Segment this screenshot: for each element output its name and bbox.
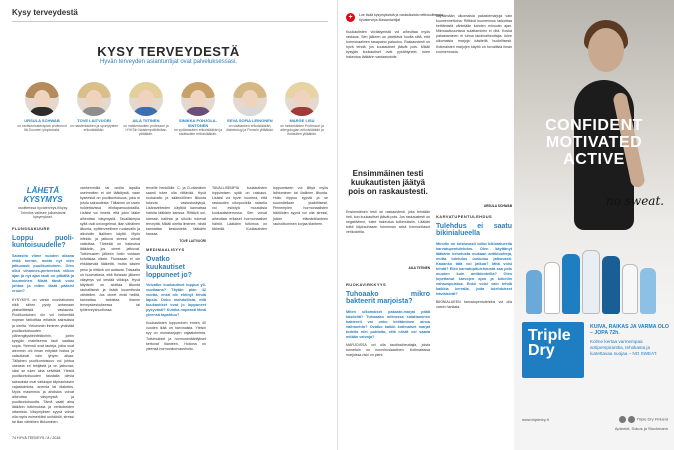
q4-lead: Minulle on toistuvasti tullut bikinialueella karvatupentulehdus. Olen käyttänyt lääkärin kehotusta mukaan antibiootteja, mutta tulehdus uusiutuu jatkuvasti. Kauanko tätä voi jatkua? Mitä voisi tehdä? Eikö karvatupitulehdusta saa pois muuten kuin antibiooteilla? Olen lopettanut karvojen ajon ja kokeilin vahauspoistoa. Enkö voisi vain tehdä kaikkia kerralla, jotta tulehdukset häviäisivät? xyxy=(436,242,512,297)
right-column-2-top: käyttämään ulkomaisia pakastemarjoja vain kuumennettuina. Riittävä kuumennus tarkoittaa keittämistä vähintään kahden minuutin ajan. Mikroaaltouunissa sulattaminen ei riitä. Koska pakastaminen ei tuhoa taudinaiheuttajia, tulee ulkomaisia marjoja käsitellä huolellisesti. Kotimaisten marjojen käyttö on turvallista ilman kuumennusta. xyxy=(436,14,512,54)
expert-card xyxy=(224,82,276,132)
brand-logo-line: Dry xyxy=(528,342,555,360)
ad-tagline: no sweat. xyxy=(606,194,665,208)
q2-lead: Voivatko kuukautiset loppua yli-vuotiaana? Täytän pian 42 vuotta, enkä ole ehtinyt tehdä lapsia. Onko mahdollista, että kuukautiset ovat jo loppuneet pysyvästi? Kuinka nopeasti tämä yleensä tapahtuu? xyxy=(146,283,206,318)
section-label: Kysy terveydestä xyxy=(12,8,78,17)
product-bottle xyxy=(640,268,656,314)
page-title: KYSY TERVEYDESTÄ xyxy=(97,44,240,59)
q4-kicker: KARVATUPENTULEHDUS xyxy=(436,214,493,219)
col3-text: tervelle henkilölle. C- ja D-vitamiinin saanti tulee olla riittävää. Hyvä ruokavalio ja säännöllinen liikunta tukevat vastustuskykyä. Lisäravinteiden käyttöä kannattaa harkita lääkärin kanssa. Riittävä uni, stressin hallinta ja ulkoilu tukevat terveyttä. Mikäli oireita ilmenee, niistä kannattaa keskustella lääkärin kanssa. xyxy=(146,186,206,236)
q1-body: KYSYMYS on varsin monitahoinen eikä siihen pysty antamaan yksiselitteistä vastausta. Puolikuntoinen olo voi heikentää nopean tarkoittaa erilaista sairauksia ja oireita. Yleisimmin ihminen yhdistää puolikuntoisuuden ylähengitystieinfektioihin, joihin kysyjän mainitsema tauti saattaa sopia. Yleensä ovat tauteja, jotka ovat aiemmin ohi ilman erityistä hoitoa ja vaikuttavat vain lyhyen aikaa. Tällainen puolikuntoisuus voi johtua useasta eri tekijästä ja on jatkuvaa, siksi se tulee aina selvittää. Yleisiä puolikuntoisuuden taustalla olevia sairauksia ovat vaikkapa kilpirauhasen vajaatoiminta, anemia tai diabetes. Myös masennus ja ahdistus voivat aiheuttaa väsymystä ja puolikuntoisuutta. Tämä vaatii aina lääkärin tutkimuksia ja verikokeiden ottamista. Väsymyksen syynä voivat olla myös esimerkiksi unihäiriöt, stressi tai liian vähäinen liikkuminen. xyxy=(12,298,74,425)
product-lineup xyxy=(526,244,666,314)
q4-title: Tulehdus ei saatu bikinialueella xyxy=(436,222,512,238)
expert-photo xyxy=(233,82,267,116)
column-2: vanhemmilla tai omilla lapsilla useimmiten ei ole lääkitystä, vaan kyseessä on puolikuntoisuus, joka ei johdu sairaudesta. Tällainen on usein hoidettavissa elintapamuutoksilla. Lisäksi voi ilmetä, että jokin lääke aiheuttaa väsymystä. Tavallisimpia syitä ovat uniongelmat, liian vähäinen liikunta, epäterveellinen ruokavalio ja alkoholin liiallinen käyttö. Myös infektio ja jatkuva stressi voivat vaikuttaa. Tärkeää on hakeutua lääkäriin, jos oireet jatkuvat. Tutkimusten jälkeen hoito voidaan kohdistaa oikein. Flunssaan ei ole ehkäisevää lääkettä, mutta käsien pesu ja riittävä uni auttavat. Toisaalta on huomattava, että flunssan jälkeen väsymys voi kestää viikkoja. Hyvä käytäntö on aloittaa liikunta rauhallisesti ja lisätä kuormitusta vähitellen. Jos oireet eivät hellitä, kannattaa tarkistaa tilanne terveyskeskuksessa tai työterveyshuollossa. xyxy=(80,186,140,313)
expert-role: on sydäntautien erikoislääkäri ja sisätautien erikoislääkäri. xyxy=(173,128,223,137)
q3-block xyxy=(346,282,430,432)
ask-title: LÄHETÄ KYSYMYS xyxy=(23,186,63,204)
column-4: TAVALLISEMPIA kuukautisten loppumisen syitä on raskaus. Lisäksi voi hyvin nuorena, että raskauden ulkopuolella naisella voi esiintyä muutoksia kuukautiskierrossa. Sen voivat aiheuttaa erilaiset hormonaaliset häiriöt. Lääkärin tutkimus on tärkeää. Kuukautisten loppumiseen voi liittyä myös laihtuminen tai liiallinen liikunta. Hoito riippuu syystä ja se suunnitellaan yksilöllisesti. Pienempien hormonaalisten häiriöiden syynä voi olla stressi, jolloin elämäntilanteen rauhoittuminen korjaa tilanteen. xyxy=(212,186,328,231)
facebook-icon xyxy=(619,416,626,423)
expert-photo xyxy=(129,82,163,116)
q3-title: Tuhoaako mikro bakteerit marjoista? xyxy=(346,290,430,306)
ask-text: osoitteessa hyvaterveys.fi/kysy. Toimitus valitsee julkaistavat kysymykset. xyxy=(17,206,69,220)
expert-name: EEVA SOFIA LEINONEN xyxy=(227,118,273,123)
expert-photo xyxy=(285,82,319,116)
ad-copy-head: KUIVA, RAIKAS JA VARMA OLO – JOPA 72h. xyxy=(590,324,669,337)
q2-body: Kuukautisten loppuminen ennen 40 vuoden ikää on harvinaista. Yleisin syy on munasarjojen vajaatoiminta. Tutkimukset ja hormonimääritykset kertovat tilanteen. Hoitona on yleensä hormonikorvaushoito. xyxy=(146,321,206,351)
expert-name: SINIKKA POHJOLA-SINTONEN xyxy=(178,118,218,128)
expert-photo xyxy=(77,82,111,116)
q3-kicker: RUOKAVIRKKYYS xyxy=(346,282,387,287)
triple-dry-ad xyxy=(514,0,674,450)
q2-title: Ovatko kuukautiset loppuneet jo? xyxy=(146,256,192,279)
expert-role: on naistentautien professori ja HYKSin Naistenpoliklinikan ylilääkäri. xyxy=(123,123,169,137)
plus-icon: + xyxy=(346,13,355,22)
expert-card xyxy=(16,82,68,132)
column-1 xyxy=(12,226,74,431)
brand-logo-line: Triple xyxy=(528,327,571,344)
ask-question-box xyxy=(12,186,74,220)
expert-card xyxy=(120,82,172,136)
product-bottle xyxy=(562,254,580,314)
q3-body: MARJOISSA voi olla taudinaiheuttajia, joista tunnetuin on noroviruslaadinen. Kotimaisissa marjoissa riski on pieni. xyxy=(346,343,430,358)
q1-lead: Sairastin viime vuoden aikana ehkä kerran, mutta nyt olen jatkuvasti puolikuntoinen. Olen ollut vihannes-perheessä viikon ajan ja nyt ajan tauti on pitkällä ja kuumeinen. Mistä tämä voisi johtua ja miten tästä pääsisi eroon? xyxy=(12,254,74,294)
expert-name: URSULA SCHWAB xyxy=(24,118,60,123)
ad-retailers: Apteekit, Sokos ja Stockmann xyxy=(614,426,668,431)
expert-name: MARGE LISU xyxy=(289,118,315,123)
readmore-note: Lue lisää kysymyksistä ja vastauksista nettiosoitteesta hyvaterveys.fi/asiantuntijat xyxy=(359,13,444,22)
q1-kicker: FLUNSSAKUURE xyxy=(12,226,50,231)
q4-body: BIKINIALUEEN karvatupentulehdus voi olla varsin hankala. xyxy=(436,300,512,310)
ad-headline-line: ACTIVE xyxy=(563,150,625,168)
expert-name: TOVE LAITVUORI xyxy=(77,118,111,123)
expert-card xyxy=(172,82,224,137)
right-column-1-bottom: Ensimmäinen testi on raskaustesti, joka tehdään heti, kun kuukautiset jäävät pois. Jos raskaustesti on negatiivinen, tulee hakeutua tutkimuksiin. Lääkäri tutkii kilpirauhasen toiminnan sekä hormonitasot verikokeilla. xyxy=(346,210,430,235)
expert-card xyxy=(68,82,120,132)
expert-role: on hetoinkäiden Professori ja allergologian erikoislääkäri ja ihotautien ylilääkäri. xyxy=(280,123,324,137)
ad-social-label: Triple Dry Finland xyxy=(636,416,668,422)
expert-role: on naistentautien ja synnytysten erikoislääkäri. xyxy=(69,123,119,132)
expert-photo xyxy=(25,82,59,116)
runner-head xyxy=(588,28,624,72)
product-bottle xyxy=(526,270,542,314)
product-bottle xyxy=(582,250,600,314)
brand-logo xyxy=(522,322,584,378)
instagram-icon xyxy=(628,416,635,423)
ad-copy xyxy=(590,324,670,357)
page-number: 74 xyxy=(12,436,16,440)
ad-copy-sub: Kolme kertaa varmempaa antiperspiranttia, tehokasta ja luotettavaa suojaa – NO SWEAT. xyxy=(590,339,658,356)
expert-role: on sisätautien erikoislääkäri, diabetologi ja Finnwin ylilääkäri. xyxy=(226,123,274,132)
header-rule xyxy=(12,21,328,22)
ad-headline-line: CONFIDENT xyxy=(545,117,643,134)
right-column-1-top: Kuukautisten viivästymistä voi aiheuttaa myös raskaus. Sen jälkeen on pidettävä huolta siitä, että hormonaalinen tasapaino palautuu. Raskaustesti on hyvä tehdä, jos kuukautiset jäävät pois. Mikäli kysyjän kuukautiset ovat pysähtyneet, tulee hakeutua lääkärin vastaanotolle. xyxy=(346,30,430,60)
ad-headline-line: MOTIVATED xyxy=(545,133,643,151)
product-bottle xyxy=(622,264,638,314)
page-subtitle: Hyvän terveyden asiantuntijat ovat palveluksessasi. xyxy=(99,59,238,65)
q3-lead: Miten ulkomaiset pakaste-marjat pitää käsitellä? Tuhoaako mikrossa sulattaminen bakteerit vai onko keittäminen ainoa vaihtoehto? Ovatko kaikki kotimaiset marjat todella niin puhtaita, että niistä voi saada mitään vaivoja? xyxy=(346,310,430,340)
q4-block xyxy=(436,214,512,432)
product-bottle xyxy=(602,256,620,314)
q2-kicker: MEDIMAALISYYS xyxy=(146,247,185,253)
col2-signature: URSULA SCHWAB xyxy=(483,204,512,208)
column-3 xyxy=(146,186,206,432)
page-footer xyxy=(12,436,60,440)
ad-social xyxy=(619,416,668,423)
pull-quote: Ensimmäinen testi kuukautisten jäätyä pois on raskaustesti. xyxy=(348,169,428,196)
footer-text: HYVÄ TERVEYS / 8 / 2018 xyxy=(17,436,61,440)
product-bottle xyxy=(544,262,560,314)
ad-footer xyxy=(522,416,668,431)
col1-signature: AILA TIITINEN xyxy=(408,266,430,270)
col3-signature: TOVE LAITVUORI xyxy=(179,238,206,243)
expert-name: AILA TIITINEN xyxy=(132,118,160,123)
q1-title: Loppu puoli-kuntoisuudelle? xyxy=(12,234,74,250)
expert-card xyxy=(276,82,328,136)
expert-photo xyxy=(181,82,215,116)
ad-headline xyxy=(514,118,674,168)
expert-role: on ravitsemusterapian professori Itä-Suomen yliopistosta. xyxy=(17,123,67,132)
ad-website: www.tripledry.fi xyxy=(522,417,549,422)
